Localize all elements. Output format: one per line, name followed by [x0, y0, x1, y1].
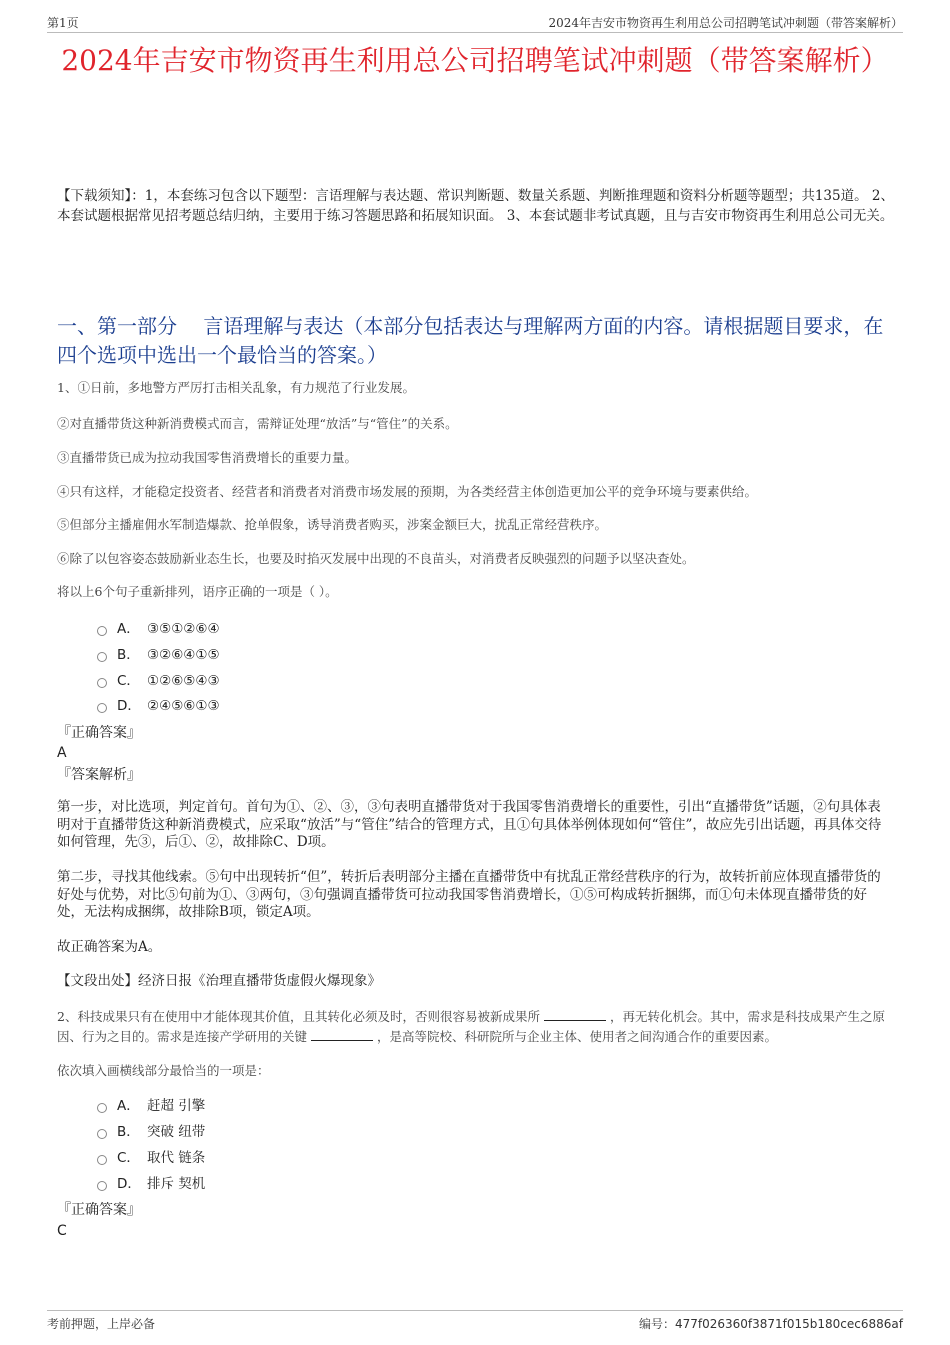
- footer-slogan: 考前押题，上岸必备: [47, 1317, 156, 1331]
- q2-option-a[interactable]: A． 赶超 引擎: [97, 1096, 205, 1116]
- header-doc-title: 2024年吉安市物资再生利用总公司招聘笔试冲刺题（带答案解析）: [548, 16, 903, 30]
- q2-prompt: 依次填入画横线部分最恰当的一项是：: [57, 1063, 270, 1078]
- radio-icon[interactable]: [97, 652, 107, 662]
- fill-blank: [311, 1028, 373, 1041]
- q1-analysis-conclusion: 故正确答案为A。: [57, 939, 162, 955]
- radio-icon[interactable]: [97, 1155, 107, 1165]
- radio-icon[interactable]: [97, 626, 107, 636]
- q1-line-4: ④只有这样，才能稳定投资者、经营者和消费者对消费市场发展的预期，为各类经营主体创造更加公平的竞争环境与要素供给。: [57, 484, 758, 499]
- fill-blank: [544, 1008, 606, 1021]
- radio-icon[interactable]: [97, 1181, 107, 1191]
- download-notice: 【下载须知】：1，本套练习包含以下题型：言语理解与表达题、常识判断题、数量关系题、判断推理题和资料分析题等题型；共135道。 2、本套试题根据常见招考题总结归纳，主要用于练习答题思路和拓展知识面。 3、本套试题非考试真题，且与吉安市物资再生利用总公司无关。: [57, 188, 894, 224]
- q1-option-d[interactable]: D． ②④⑤⑥①③: [97, 696, 220, 716]
- footer-code: 编号：477f026360f3871f015b180cec6886af: [638, 1317, 903, 1331]
- q1-option-a[interactable]: A． ③⑤①②⑥④: [97, 619, 220, 639]
- q2-answer-label: 『正确答案』: [57, 1202, 141, 1218]
- q1-prompt: 将以上6个句子重新排列，语序正确的一项是（ ）。: [57, 584, 338, 599]
- q1-answer-label: 『正确答案』: [57, 725, 141, 741]
- q2-option-b[interactable]: B． 突破 纽带: [97, 1122, 205, 1142]
- page-header: [47, 12, 903, 33]
- radio-icon[interactable]: [97, 1129, 107, 1139]
- q1-analysis-step2: 第二步，寻找其他线索。⑤句中出现转折“但”，转折后表明部分主播在直播带货中有扰乱正常经营秩序的行为，故转折前应体现直播带货的好处与优势，对比⑤句前为①、③两句，③句强调直播带货可拉动我国零售消费增长，①⑤可构成转折捆绑，而①句未体现直播带货的好处，无法构成捆绑，故排除B项，锁定A项。: [57, 869, 881, 920]
- q1-line-5: ⑤但部分主播雇佣水军制造爆款、抢单假象，诱导消费者购买，涉案金额巨大，扰乱正常经营秩序。: [57, 517, 608, 532]
- q1-option-b[interactable]: B． ③②⑥④①⑤: [97, 645, 220, 665]
- page-number: 第1页: [47, 16, 79, 30]
- q1-analysis-label: 『答案解析』: [57, 767, 141, 783]
- q1-line-1: 1、①日前，多地警方严厉打击相关乱象，有力规范了行业发展。: [57, 380, 415, 395]
- q1-line-6: ⑥除了以包容姿态鼓励新业态生长，也要及时掐灭发展中出现的不良苗头，对消费者反映强烈的问题予以坚决查处。: [57, 551, 695, 566]
- page-footer: [47, 1310, 903, 1333]
- radio-icon[interactable]: [97, 703, 107, 713]
- q1-answer: A: [57, 745, 67, 761]
- q2-text: 2、科技成果只有在使用中才能体现其价值，且其转化必须及时，否则很容易被新成果所 ，再无转化机会。其中，需求是科技成果产生之原因、行为之目的。需求是连接产学研用的关键 ，是高等院校、科研院所与企业主体、使用者之间沟通合作的重要因素。: [57, 1009, 885, 1044]
- q2-option-d[interactable]: D． 排斥 契机: [97, 1174, 205, 1194]
- radio-icon[interactable]: [97, 1103, 107, 1113]
- q2-answer: C: [57, 1223, 67, 1239]
- q1-line-3: ③直播带货已成为拉动我国零售消费增长的重要力量。: [57, 450, 358, 465]
- radio-icon[interactable]: [97, 678, 107, 688]
- section-heading: 一、第一部分 言语理解与表达（本部分包括表达与理解两方面的内容。请根据题目要求，在四个选项中选出一个最恰当的答案。）: [57, 314, 884, 367]
- q1-analysis-step1: 第一步，对比选项，判定首句。首句为①、②、③，③句表明直播带货对于我国零售消费增长的重要性，引出“直播带货”话题，②句具体表明对于直播带货这种新消费模式，应采取“放活”与“管住”结合的管理方式，且①句具体举例体现如何“管住”，故应先引出话题，再具体交待如何管理，先③，后①、②，故排除C、D项。: [57, 799, 882, 850]
- q1-option-c[interactable]: C． ①②⑥⑤④③: [97, 671, 220, 691]
- document-title: 2024年吉安市物资再生利用总公司招聘笔试冲刺题（带答案解析）: [61, 44, 889, 77]
- q2-option-c[interactable]: C． 取代 链条: [97, 1148, 205, 1168]
- q1-source: 【文段出处】经济日报《治理直播带货虚假火爆现象》: [57, 973, 381, 989]
- q1-line-2: ②对直播带货这种新消费模式而言，需辩证处理“放活”与“管住”的关系。: [57, 416, 458, 431]
